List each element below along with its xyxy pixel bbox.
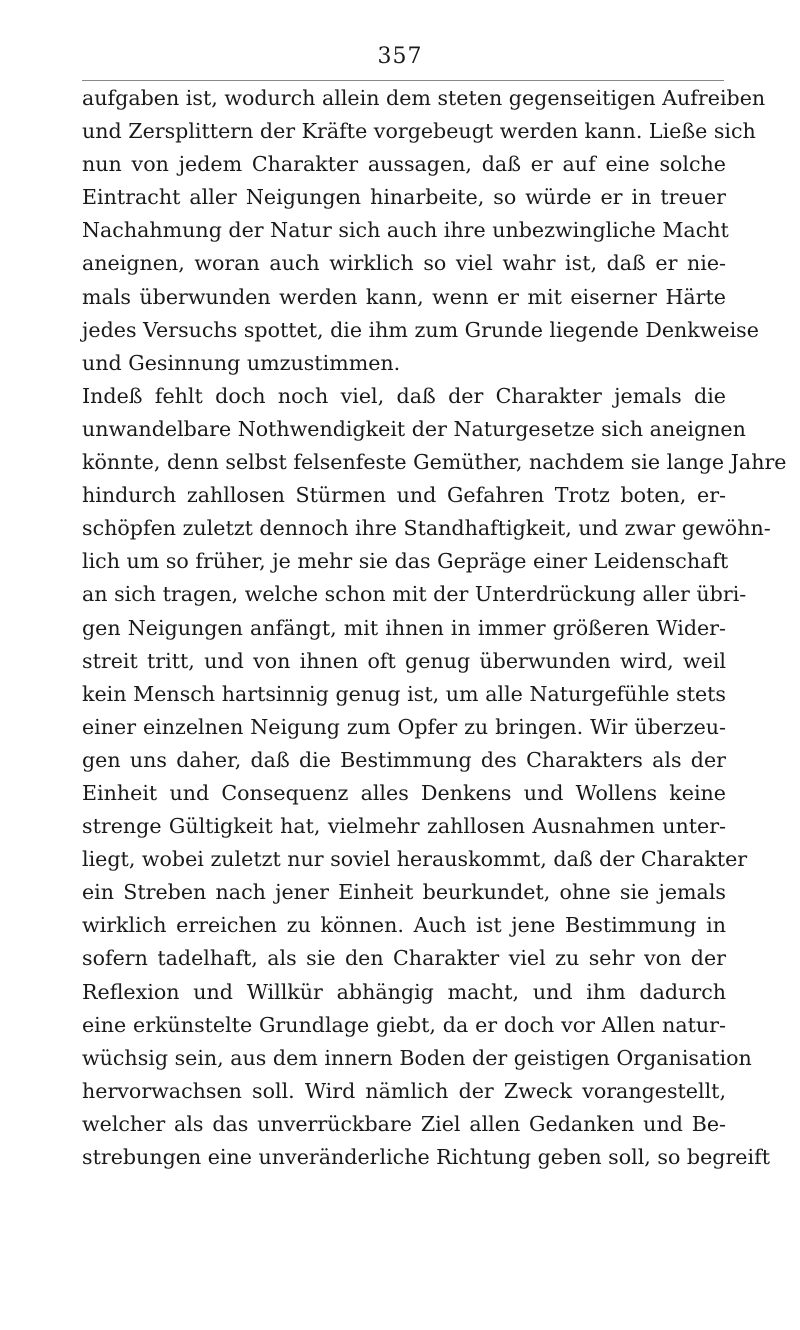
text-line: jedes Versuchs spottet, die ihm zum Grunde liegende Denkweise xyxy=(82,317,759,342)
text-line: schöpfen zuletzt dennoch ihre Standhaftigkeit, und zwar gewöhn- xyxy=(82,516,771,541)
text-line: und Zersplittern der Kräfte vorgebeugt werden kann. Ließe sich xyxy=(82,119,756,144)
text-line: strebungen eine unveränderliche Richtung geben soll, so begreift xyxy=(82,1145,770,1169)
text-line: könnte, denn selbst felsenfeste Gemüther, nachdem sie lange Jahre xyxy=(82,450,787,475)
text-line: hindurch zahllosen Stürmen und Gefahren Trotz boten, er- xyxy=(82,483,726,508)
text-line: mals überwunden werden kann, wenn er mit eiserner Härte xyxy=(82,284,726,309)
text-line: sofern tadelhaft, als sie den Charakter viel zu sehr von der xyxy=(82,946,726,971)
text-line: ein Streben nach jener Einheit beurkundet, ohne sie jemals xyxy=(82,880,726,905)
text-line: hervorwachsen soll. Wird nämlich der Zweck vorangestellt, xyxy=(82,1078,726,1103)
text-line: kein Mensch hartsinnig genug ist, um alle Naturgefühle stets xyxy=(82,681,726,706)
text-line: gen uns daher, daß die Bestimmung des Charakters als der xyxy=(82,747,726,772)
text-line: strenge Gültigkeit hat, vielmehr zahllosen Ausnahmen unter- xyxy=(82,814,726,839)
text-line: Reflexion und Willkür abhängig macht, und ihm dadurch xyxy=(82,979,726,1004)
text-line: aneignen, woran auch wirklich so viel wahr ist, daß er nie- xyxy=(82,251,726,276)
text-line: streit tritt, und von ihnen oft genug überwunden wird, weil xyxy=(82,648,726,673)
page-number: 357 xyxy=(377,44,423,69)
text-line: eine erkünstelte Grundlage giebt, da er doch vor Allen natur- xyxy=(82,1012,726,1037)
text-line: gen Neigungen anfängt, mit ihnen in immer größeren Wider- xyxy=(82,615,726,640)
text-line: wirklich erreichen zu können. Auch ist jene Bestimmung in xyxy=(82,913,726,938)
text-line: lich um so früher, je mehr sie das Gepräge einer Leidenschaft xyxy=(82,549,729,574)
text-line: nun von jedem Charakter aussagen, daß er auf eine solche xyxy=(82,152,726,177)
text-line: einer einzelnen Neigung zum Opfer zu bringen. Wir überzeu- xyxy=(82,714,726,739)
text-line: Einheit und Consequenz alles Denkens und Wollens keine xyxy=(82,780,726,805)
text-line: an sich tragen, welche schon mit der Unterdrückung aller übri- xyxy=(82,582,747,607)
text-line: Nachahmung der Natur sich auch ihre unbezwingliche Macht xyxy=(82,218,729,243)
text-line: unwandelbare Nothwendigkeit der Naturgesetze sich aneignen xyxy=(82,416,746,441)
text-line: wüchsig sein, aus dem innern Boden der geistigen Organisation xyxy=(82,1045,752,1070)
text-line: aufgaben ist, wodurch allein dem steten gegenseitigen Aufreiben xyxy=(82,86,766,110)
text-line: Eintracht aller Neigungen hinarbeite, so würde er in treuer xyxy=(82,185,726,210)
body-text xyxy=(82,82,787,1174)
header-rule xyxy=(82,80,724,81)
text-line: Indeß fehlt doch noch viel, daß der Charakter jemals die xyxy=(82,383,726,408)
text-line: liegt, wobei zuletzt nur soviel herauskommt, daß der Charakter xyxy=(82,847,748,872)
text-line: welcher als das unverrückbare Ziel allen Gedanken und Be- xyxy=(82,1111,726,1136)
text-line: und Gesinnung umzustimmen. xyxy=(82,350,401,375)
